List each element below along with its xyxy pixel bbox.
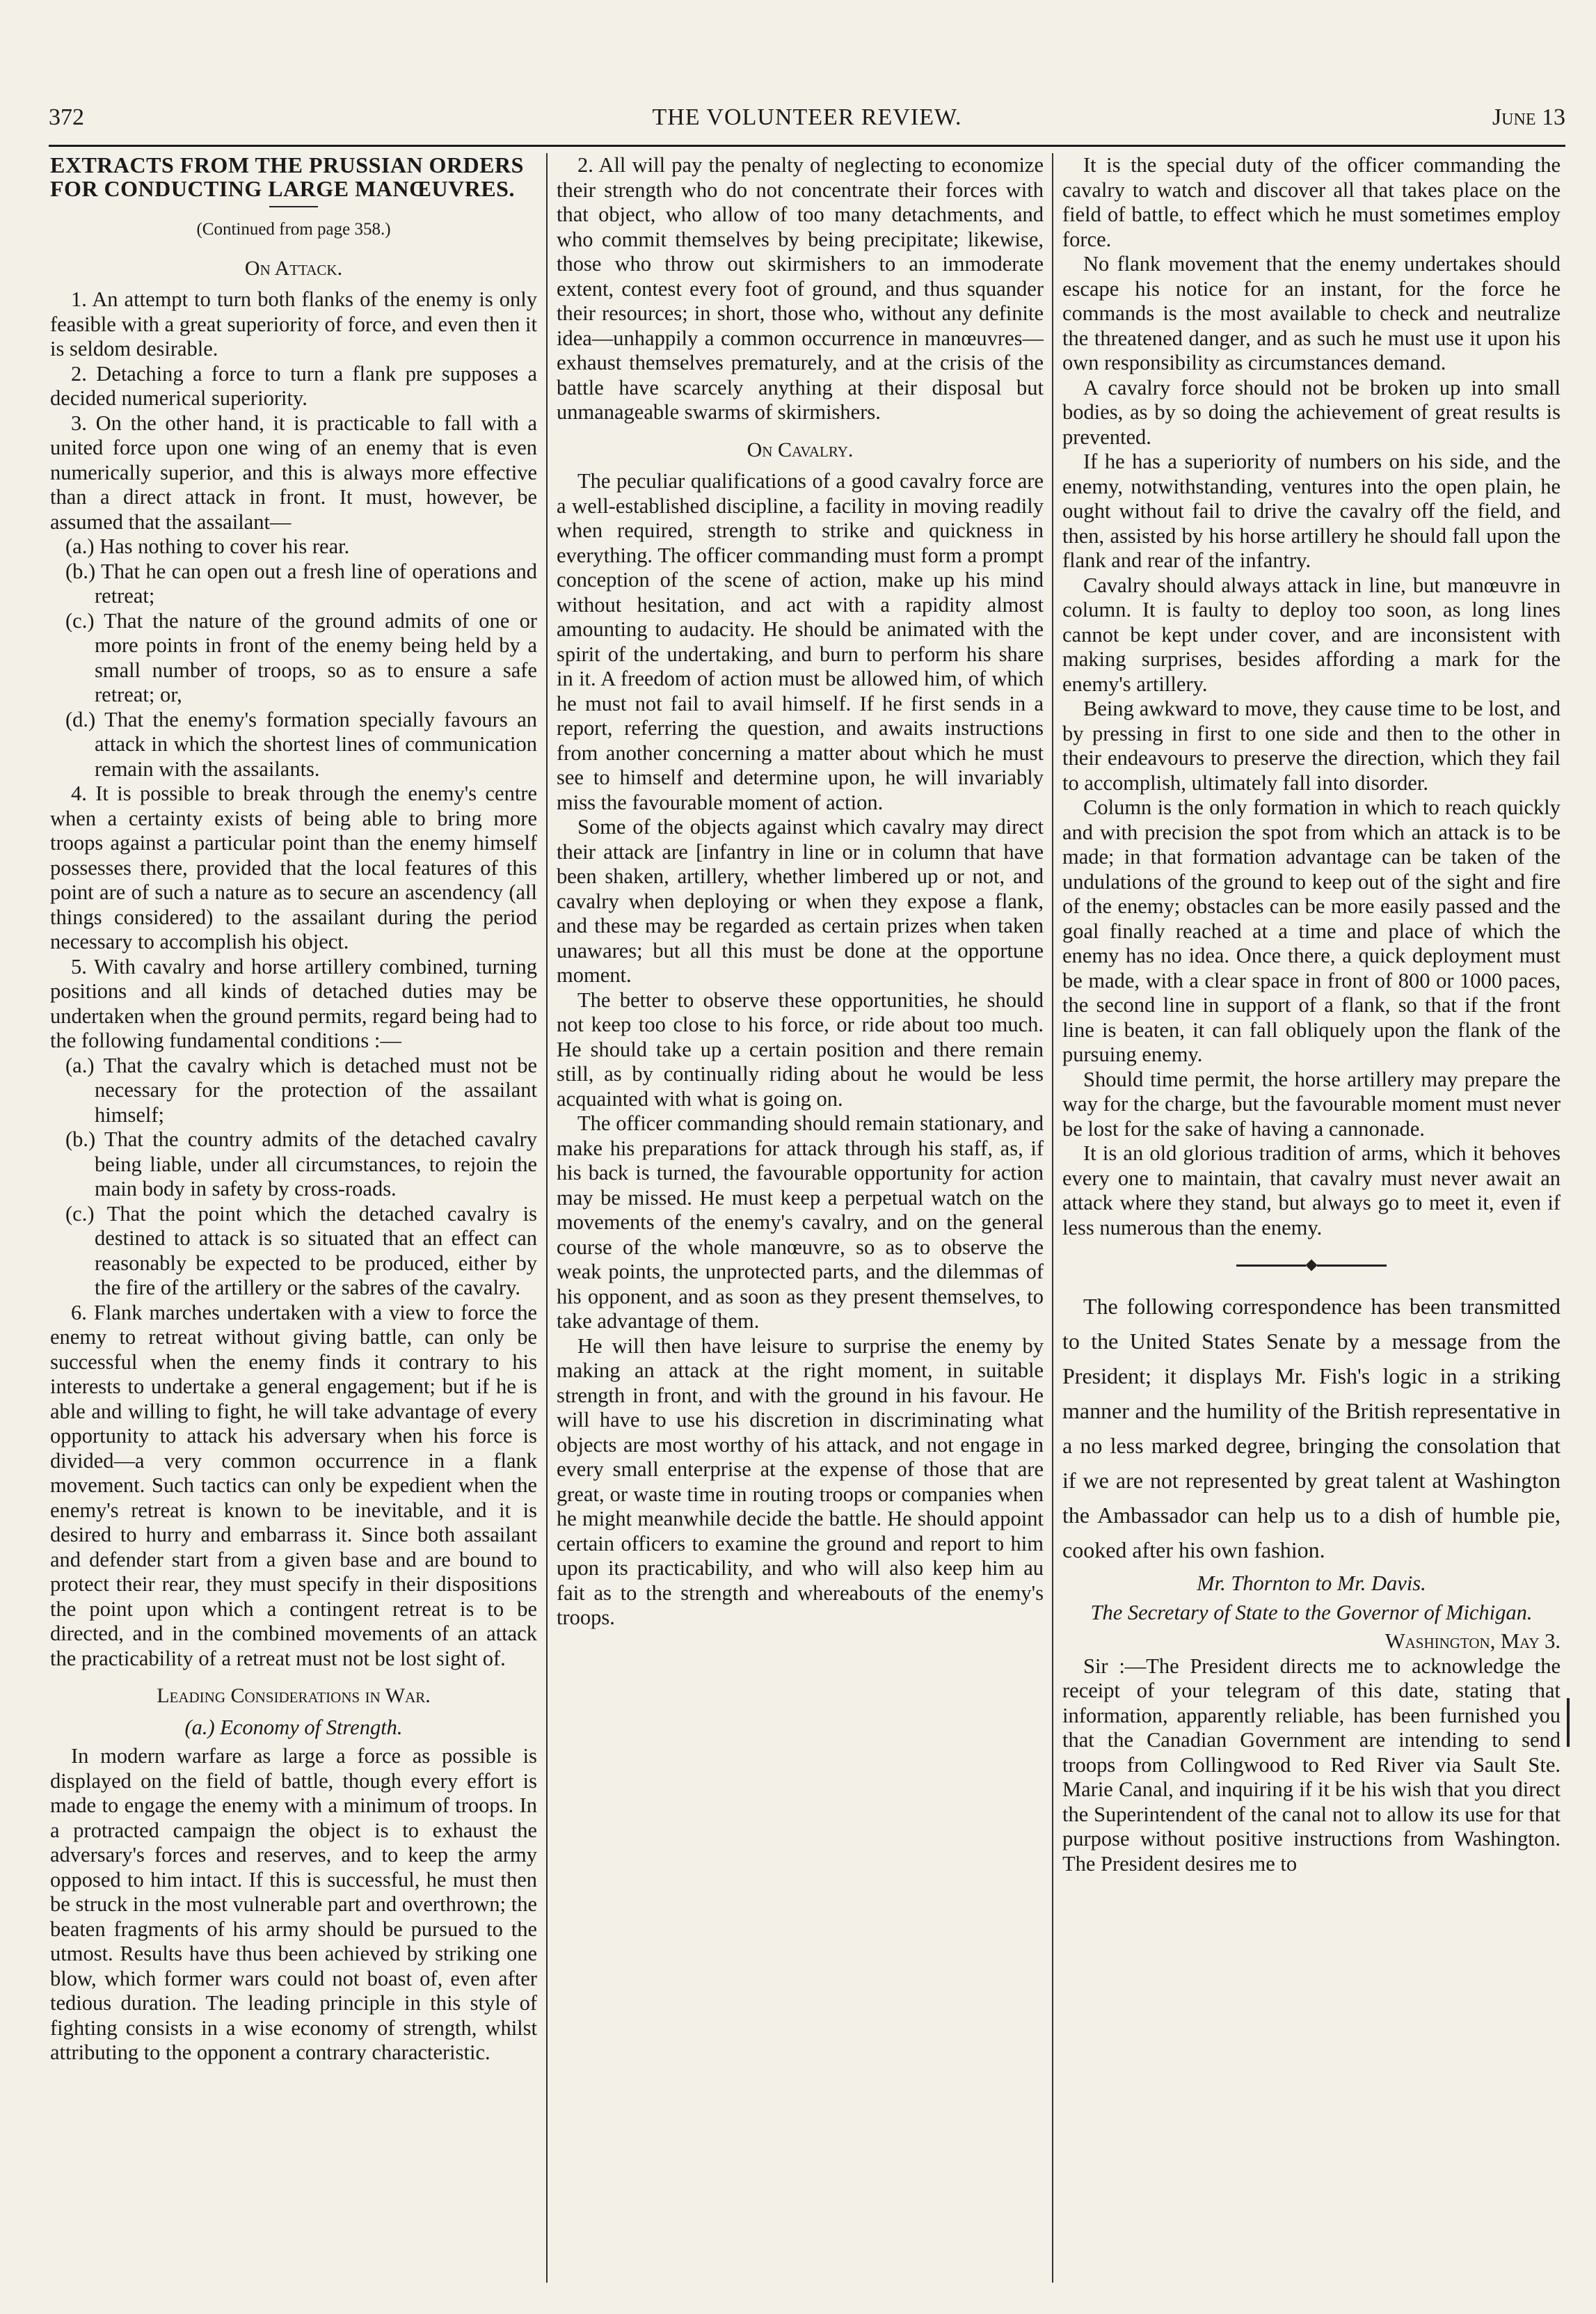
condition-item: (c.) That the point which the detached cavalry is destined to attack is so situated that an effect can reasonably be expected to be produced, either by the fire of the artillery or the sabres of the cavalry.	[65, 1201, 537, 1299]
paragraph: Cavalry should always attack in line, but manœuvre in column. It is faulty to deploy too soon, as long lines cannot be kept under cover, and are inconsistent with making surprises, besides affording a mark for the enemy's artillery.	[1062, 573, 1561, 696]
letter-heading: Mr. Thornton to Mr. Davis.	[1197, 1571, 1426, 1595]
column-rule	[546, 153, 548, 2283]
column-3	[1062, 153, 1561, 2283]
section-heading-attack: On Attack.	[244, 256, 343, 280]
paragraph: If he has a superiority of numbers on his side, and the enemy, notwithstanding, ventures into the open plain, he ought without fail to drive the cavalry off the field, and then, assisted by his horse artillery he should fall upon the flank and rear of the infantry.	[1062, 450, 1561, 572]
paragraph: The peculiar qualifications of a good cavalry force are a well-established discipline, a facility in moving readily when required, strength to strike and quickness in everything. The officer commanding must form a prompt conception of the scene of action, make up his mind without hesitation, and act with a rapidity almost amounting to audacity. He should be animated with the spirit of the undertaking, and burn to perform his share in it. A freedom of action must be allowed him, of which he must not fail to avail himself. If he first sends in a report, referring the question, and awaits instructions from another concerning a matter about which he must see to himself and determine upon, he will invariably miss the favourable moment of action.	[557, 469, 1044, 814]
paragraph: 3. On the other hand, it is practicable to fall with a united force upon one wing of an enemy that is even numerically superior, and this is always more effective than a direct attack in front. It must, however, be assumed that the assailant—	[50, 411, 537, 534]
condition-item: (c.) That the nature of the ground admits of one or more points in front of the enemy being held by a small number of troops, so as to ensure a safe retreat; or,	[65, 608, 537, 706]
paragraph: A cavalry force should not be broken up into small bodies, as by so doing the achievement of great results is prevented.	[1062, 375, 1561, 449]
paragraph: It is an old glorious tradition of arms, which it behoves every one to maintain, that cavalry must never await an attack where they stand, but always go to meet it, even if less numerous than the enemy.	[1062, 1141, 1561, 1239]
correspondence-intro: The following correspondence has been transmitted to the United States Senate by a message from the President; it displays Mr. Fish's logic in a striking manner and the humility of the British representative in a no less marked degree, bringing the consolation that if we are not represented by great talent at Washington the Ambassador can help us to a dish of humble pie, cooked after his own fashion.	[1062, 1294, 1561, 1562]
letter-place-date: Washington, May 3.	[1384, 1629, 1561, 1653]
publication-title: THE VOLUNTEER REVIEW.	[652, 104, 962, 130]
column-1	[50, 153, 537, 2283]
header-rule	[49, 145, 1565, 147]
paragraph: Should time permit, the horse artillery may prepare the way for the charge, but the favourable moment must never be lost for the sake of having a cannonade.	[1062, 1067, 1561, 1141]
column-2	[557, 153, 1044, 2283]
article-title: EXTRACTS FROM THE PRUSSIAN ORDERS FOR CONDUCTING LARGE MANŒUVRES.	[50, 153, 524, 201]
paragraph: Being awkward to move, they cause time to be lost, and by pressing in first to one side and then to the other in their endeavours to preserve the direction, which they fail to accomplish, ultimately fall into disorder.	[1062, 697, 1561, 795]
paragraph: 4. It is possible to break through the enemy's centre when a certainty exists of being able to bring more troops against a particular point than the enemy himself possesses there, provided that the local features of this point are of such a nature as to secure an ascendency (all things considered) to the assailant during the period necessary to accomplish his object.	[50, 782, 537, 953]
paragraph: 2. All will pay the penalty of neglecting to economize their strength who do not concentrate their forces with that object, who allow of too many detachments, and who commit themselves by being precipitate; likewise, those who throw out skirmishers to an immoderate extent, contest every foot of ground, and thus squander their resources; in short, those who, without any definite idea—unhappily a common occurrence in manœuvres—exhaust themselves prematurely, and at the crisis of the battle have scarcely anything at their disposal but unmanageable swarms of skirmishers.	[557, 153, 1044, 424]
section-heading-leading: Leading Considerations in War.	[157, 1684, 431, 1707]
paragraph: Some of the objects against which cavalry may direct their attack are [infantry in line or in column that have been shaken, artillery, whether limbered up or not, and cavalry when deploying or when they expose a flank, and these may be regarded as certain prizes when taken unawares; but all this must be done at the opportune moment.	[557, 815, 1044, 987]
section-heading-cavalry: On Cavalry.	[747, 438, 854, 461]
paragraph: 1. An attempt to turn both flanks of the enemy is only feasible with a great superiority of force, and even then it is seldom desirable.	[50, 287, 537, 360]
title-rule	[269, 206, 318, 207]
paragraph: The better to observe these opportunities, he should not keep too close to his force, or ride about too much. He should take up a certain position and there remain still, as by continually riding about he would be less acquainted with what is going on.	[557, 988, 1044, 1111]
paragraph: In modern warfare as large a force as possible is displayed on the field of battle, though every effort is made to engage the enemy with a minimum of troops. In a protracted campaign the object is to exhaust the adversary's forces and reserves, and to keep the army opposed to him intact. If this is successful, he must then be struck in the most vulnerable part and overthrown; the beaten fragments of his army should be pursued to the utmost. Results have thus been achieved by striking one blow, which former wars could not boast of, even after tedious duration. The leading principle in this style of fighting consists in a wise economy of strength, whilst attributing to the opponent a contrary characteristic.	[50, 1744, 537, 2064]
paragraph: 2. Detaching a force to turn a flank pre supposes a decided numerical superiority.	[50, 361, 537, 410]
paragraph: The officer commanding should remain stationary, and make his preparations for attack through his staff, as, if his back is turned, the favourable opportunity for action may be missed. He must keep a perpetual watch on the movements of the enemy's cavalry, and on the general course of the whole manœuvre, so as to observe the weak points, the unprotected parts, and the dilemmas of his opponent, and as soon as they present themselves, to take advantage of them.	[557, 1111, 1044, 1333]
section-ornament	[1062, 1261, 1561, 1269]
paragraph: 6. Flank marches undertaken with a view to force the enemy to retreat without giving battle, can only be successful when the enemy finds it contrary to his interests to undertake a general engagement; but if he is able and willing to fight, he will take advantage of every opportunity to attack his adversary when his force is divided—a very common occurrence in a flank movement. Such tactics can only be expedient when the enemy's retreat is known to be inevitable, and it is desired to hurry and embarrass it. Since both assailant and defender start from a given base and are bound to protect their rear, they must specify in their dispositions the point upon which a contingent retreat is to be directed, and in the combined movements of an attack the practicability of a retreat must not be lost sight of.	[50, 1300, 537, 1670]
letter-body: Sir :—The President directs me to acknowledge the receipt of your telegram of this date, stating that information, apparently reliable, has been furnished you that the Canadian Government are intending to send troops from Collingwood to Red River via Sault Ste. Marie Canal, and inquiring if it be his wish that you direct the Superintendent of the canal not to allow its use for that purpose without positive instructions from Washington. The President desires me to	[1062, 1654, 1561, 1876]
running-head	[49, 104, 1565, 139]
column-rule	[1052, 153, 1053, 2283]
paragraph: He will then have leisure to surprise the enemy by making an attack at the right moment, in suitable strength in front, and with the ground in his favour. He will have to use his discretion in discriminating what objects are most worthy of his attack, and not engage in every small enterprise at the expense of those that are great, or waste time in routing troops or companies when he might meanwhile decide the battle. He should appoint certain officers to examine the ground and report to him upon its practicability, and who will also keep him au fait as to the strength and whereabouts of the enemy's troops.	[557, 1333, 1044, 1629]
continued-note: (Continued from page 358.)	[196, 220, 391, 239]
condition-item: (a.) Has nothing to cover his rear.	[65, 534, 350, 558]
margin-mark	[1567, 1698, 1570, 1747]
paragraph: Column is the only formation in which to reach quickly and with precision the spot from which an attack is to be made; in that formation advantage can be taken of the undulations of the ground to keep out of the sight and fire of the enemy; obstacles can be more easily passed and the goal finally reached at a time and place of which the enemy has no idea. Once there, a quick deployment must be made, with a clear space in front of 800 or 1000 paces, the second line in support of a flank, so that if the front line is beaten, it can fall obliquely upon the flank of the pursuing enemy.	[1062, 795, 1561, 1066]
issue-date: June 13	[1492, 104, 1565, 130]
paragraph: It is the special duty of the officer commanding the cavalry to watch and discover all that takes place on the field of battle, to effect which he must sometimes employ force.	[1062, 153, 1561, 251]
condition-item: (b.) That the country admits of the detached cavalry being liable, under all circumstances, to rejoin the main body in safety by cross-roads.	[65, 1127, 537, 1200]
subsection-heading-economy: (a.) Economy of Strength.	[184, 1715, 403, 1739]
letter-subheading: The Secretary of State to the Governor of Michigan.	[1090, 1600, 1533, 1624]
paragraph: 5. With cavalry and horse artillery combined, turning positions and all kinds of detached duties may be undertaken when the ground permits, regard being had to the following fundamental conditions :—	[50, 954, 537, 1052]
page-number: 372	[49, 104, 84, 130]
condition-item: (b.) That he can open out a fresh line of operations and retreat;	[65, 559, 537, 608]
condition-item: (d.) That the enemy's formation specially favours an attack in which the shortest lines of communication remain with the assailants.	[65, 707, 537, 781]
condition-item: (a.) That the cavalry which is detached must not be necessary for the protection of the assailant himself;	[65, 1053, 537, 1127]
paragraph: No flank movement that the enemy undertakes should escape his notice for an instant, for the force he commands is the most available to check and neutralize the threatened danger, and as such he must use it upon his own responsibility as circumstances demand.	[1062, 252, 1561, 374]
